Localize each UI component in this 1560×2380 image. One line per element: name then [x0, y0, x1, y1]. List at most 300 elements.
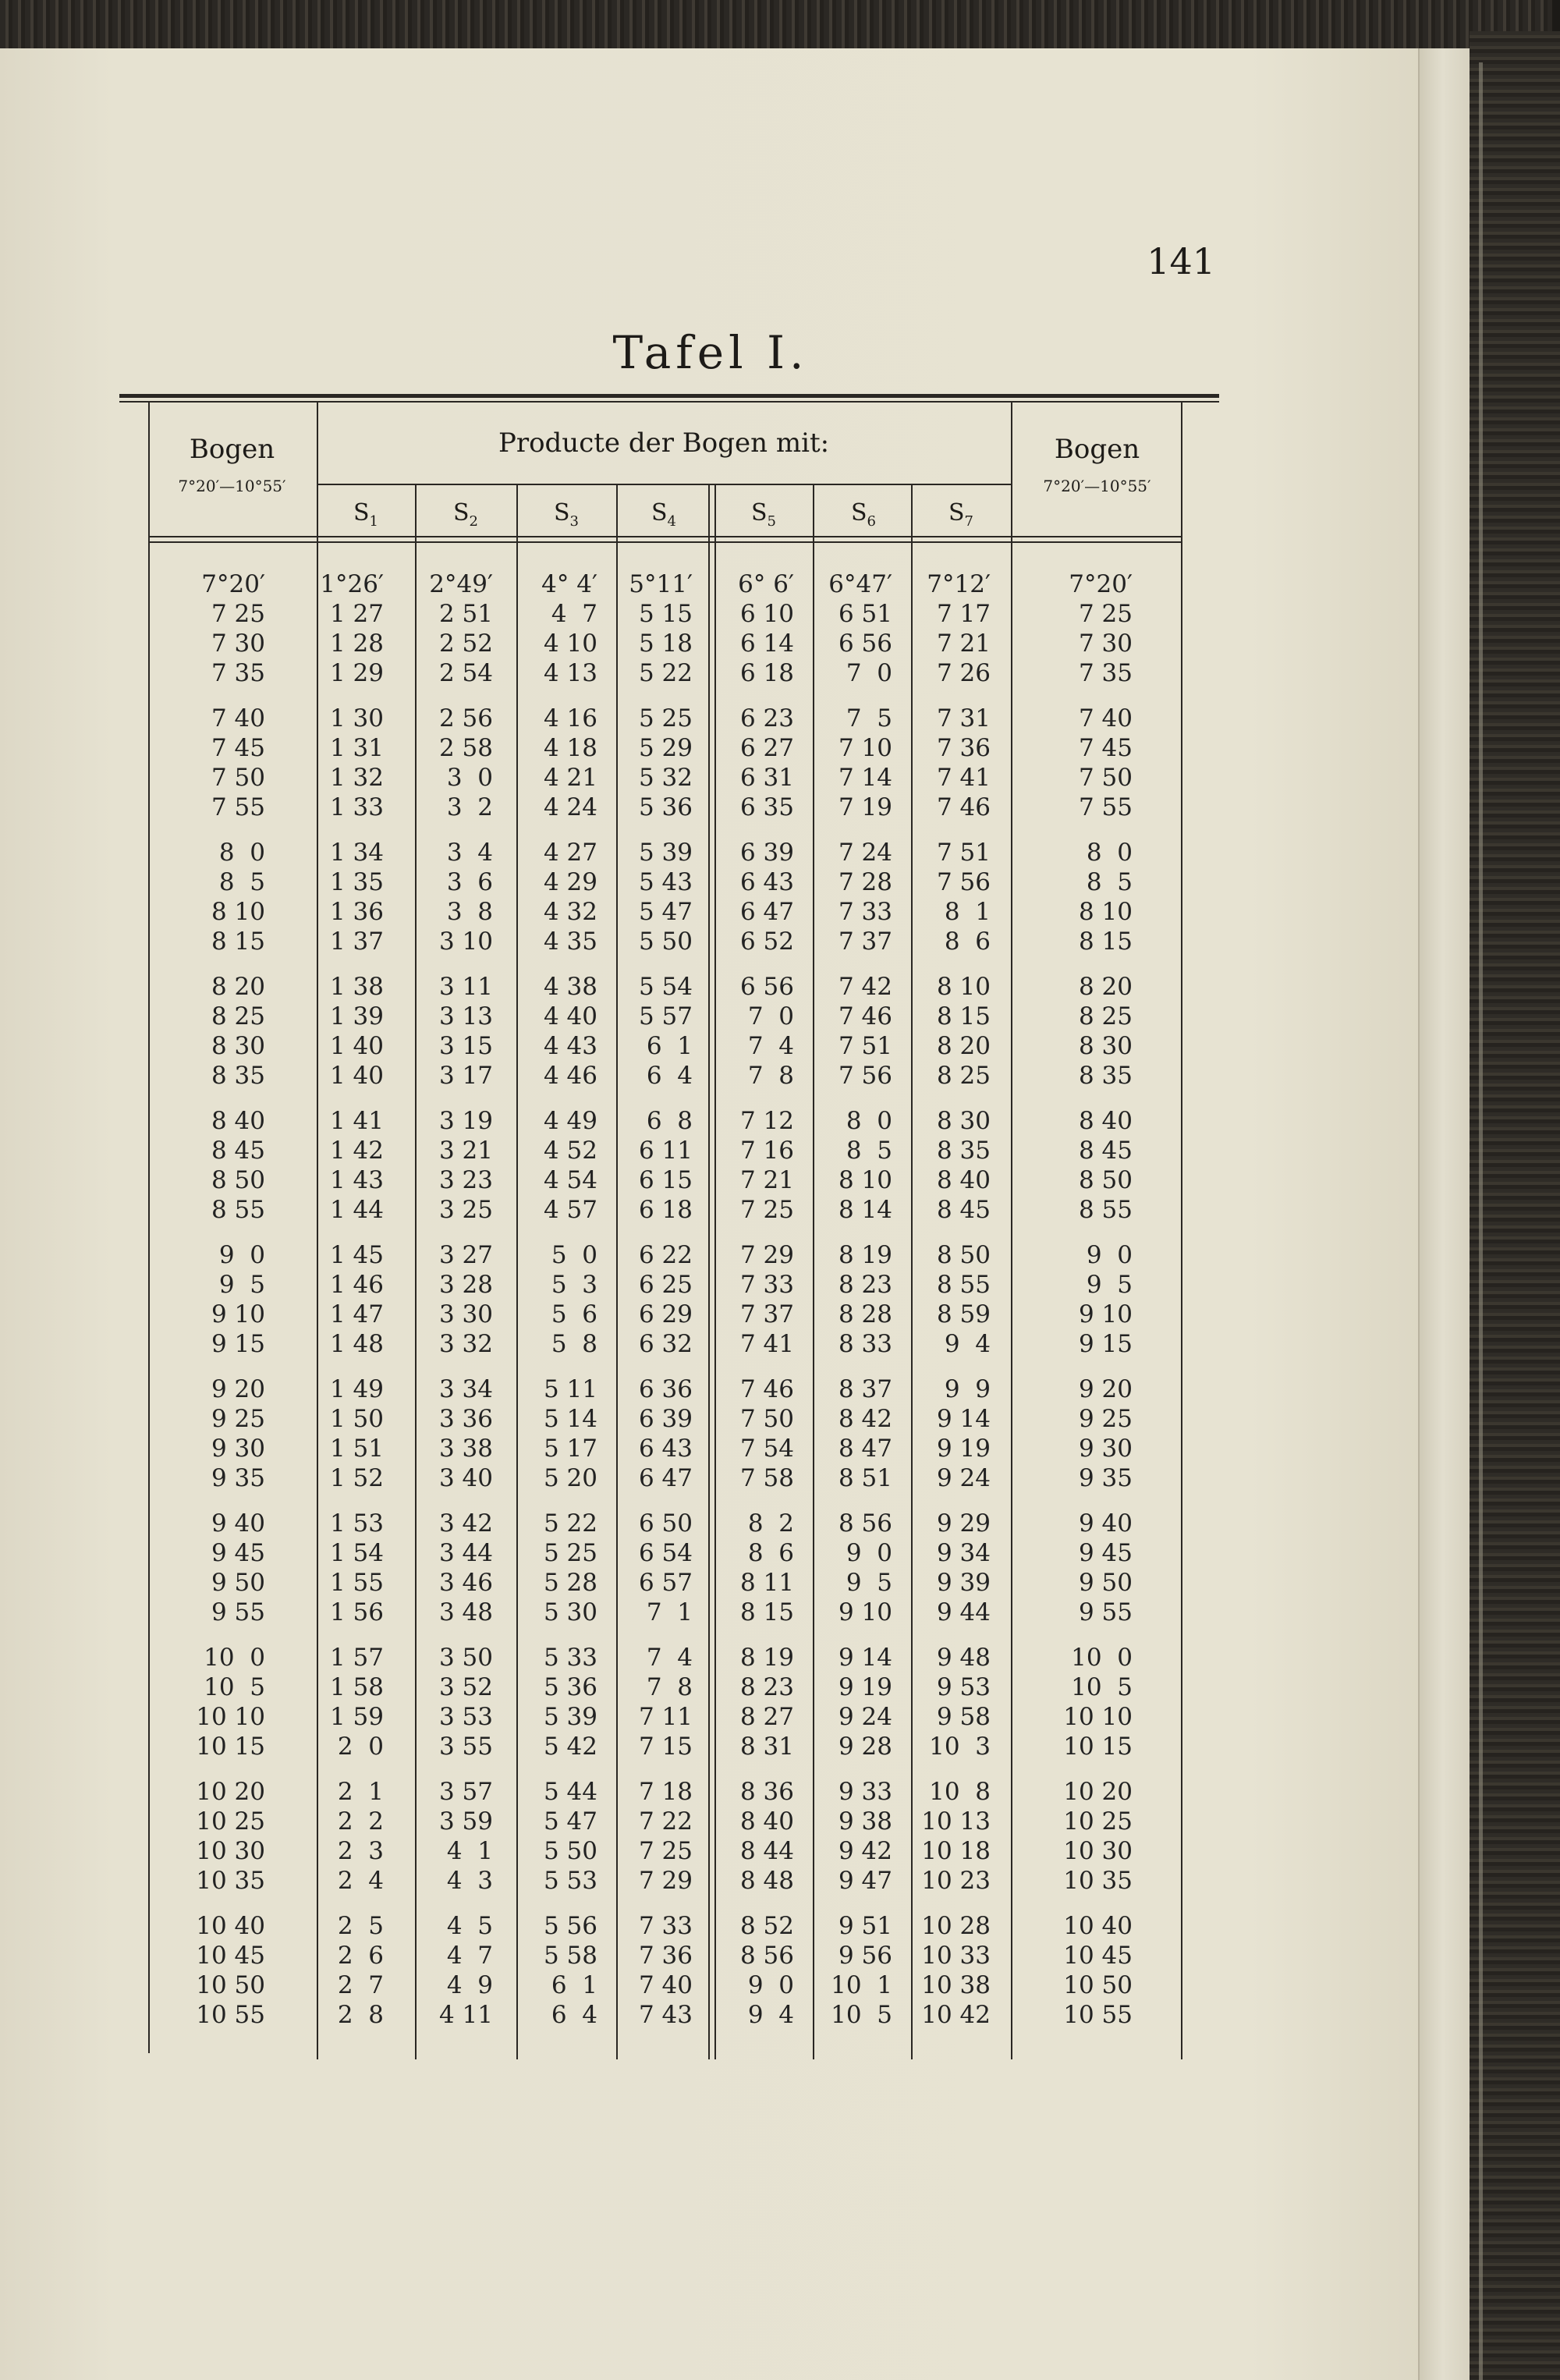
product-cell: 2°49′	[429, 570, 493, 598]
table-row	[0, 733, 1421, 763]
product-cell: 3 38	[438, 1435, 493, 1463]
arc-right-cell: 8 55	[1078, 1196, 1133, 1224]
product-cell: 8 40	[936, 1166, 991, 1194]
product-cell: 2 52	[438, 630, 493, 658]
product-cell: 9 14	[936, 1405, 991, 1433]
book-cover-edge	[1470, 31, 1560, 2380]
arc-right-cell: 10 20	[1063, 1778, 1133, 1806]
product-cell: 5 47	[638, 898, 693, 926]
product-cell: 8 25	[936, 1062, 991, 1090]
product-cell: 1 41	[329, 1107, 384, 1135]
arc-right-cell: 8 20	[1078, 973, 1133, 1001]
table-row	[0, 1568, 1421, 1598]
product-cell: 8 45	[936, 1196, 991, 1224]
product-cell: 4 52	[543, 1137, 597, 1165]
product-cell: 5 15	[638, 600, 693, 628]
arc-left-cell: 10 20	[196, 1778, 265, 1806]
product-cell: 5 25	[543, 1539, 597, 1567]
product-cell: 2 3	[337, 1837, 384, 1865]
column-header-subscript: 4	[667, 513, 676, 530]
arc-left-cell: 10 25	[196, 1807, 265, 1836]
product-cell: 2 7	[337, 1971, 384, 1999]
product-cell: 10 5	[831, 2001, 892, 2029]
product-cell: 7 1	[646, 1598, 693, 1626]
table-row	[0, 1374, 1421, 1404]
product-cell: 1 29	[329, 659, 384, 687]
product-cell: 4 18	[543, 734, 597, 762]
arc-left-cell: 9 35	[211, 1464, 265, 1492]
row-group	[0, 1240, 1421, 1359]
table-row	[0, 1836, 1421, 1866]
arc-left-cell: 8 45	[211, 1137, 265, 1165]
product-cell: 9 4	[944, 1330, 991, 1358]
product-cell: 3 48	[438, 1598, 493, 1626]
product-cell: 9 0	[747, 1971, 794, 1999]
product-cell: 2 0	[337, 1733, 384, 1761]
product-cell: 5 39	[638, 839, 693, 867]
product-cell: 7°12′	[927, 570, 991, 598]
right-heading: Bogen	[1054, 434, 1140, 465]
product-cell: 1 42	[329, 1137, 384, 1165]
table-row	[0, 1643, 1421, 1672]
product-cell: 7 21	[739, 1166, 794, 1194]
product-cell: 8 33	[838, 1330, 892, 1358]
table-row	[0, 599, 1421, 629]
column-header-s5	[711, 499, 816, 530]
product-cell: 6 23	[739, 704, 794, 732]
product-cell: 7 0	[846, 659, 892, 687]
product-cell: 8 6	[944, 928, 991, 956]
product-cell: 2 58	[438, 734, 493, 762]
product-cell: 1 58	[329, 1673, 384, 1701]
product-cell: 3 25	[438, 1196, 493, 1224]
product-cell: 5°11′	[629, 570, 693, 598]
arc-left-cell: 7 30	[211, 630, 265, 658]
product-cell: 8 20	[936, 1032, 991, 1060]
product-cell: 7 11	[638, 1703, 693, 1731]
product-cell: 4 10	[543, 630, 597, 658]
product-cell: 6 1	[646, 1032, 693, 1060]
product-cell: 8 36	[739, 1778, 794, 1806]
product-cell: 4 32	[543, 898, 597, 926]
product-cell: 7 36	[936, 734, 991, 762]
product-cell: 9 5	[846, 1569, 892, 1597]
product-cell: 6 47	[739, 898, 794, 926]
product-cell: 3 50	[438, 1644, 493, 1672]
product-cell: 5 17	[543, 1435, 597, 1463]
product-cell: 7 24	[838, 839, 892, 867]
product-cell: 8 23	[838, 1271, 892, 1299]
arc-left-cell: 8 5	[218, 868, 265, 896]
product-cell: 7 26	[936, 659, 991, 687]
table-row	[0, 1777, 1421, 1807]
arc-left-cell: 9 55	[211, 1598, 265, 1626]
product-cell: 10 8	[929, 1778, 991, 1806]
product-cell: 9 42	[838, 1837, 892, 1865]
product-cell: 8 48	[739, 1867, 794, 1895]
arc-right-cell: 8 40	[1078, 1107, 1133, 1135]
table-row	[0, 1031, 1421, 1061]
product-cell: 9 4	[747, 2001, 794, 2029]
arc-right-cell: 8 0	[1086, 839, 1133, 867]
product-cell: 5 50	[638, 928, 693, 956]
arc-left-cell: 10 40	[196, 1912, 265, 1940]
product-cell: 7 31	[936, 704, 991, 732]
table-row	[0, 1598, 1421, 1627]
product-cell: 5 3	[551, 1271, 597, 1299]
product-cell: 3 57	[438, 1778, 493, 1806]
product-cell: 4 29	[543, 868, 597, 896]
column-header-letter: S	[553, 499, 570, 527]
product-cell: 7 19	[838, 793, 892, 821]
arc-right-cell: 10 35	[1063, 1867, 1133, 1895]
product-cell: 8 15	[739, 1598, 794, 1626]
table-top-rule-thin	[119, 401, 1219, 403]
product-cell: 3 4	[446, 839, 493, 867]
arc-right-cell: 7 30	[1078, 630, 1133, 658]
product-cell: 8 42	[838, 1405, 892, 1433]
product-cell: 9 33	[838, 1778, 892, 1806]
arc-right-cell: 7 25	[1078, 600, 1133, 628]
product-cell: 9 58	[936, 1703, 991, 1731]
product-cell: 5 58	[543, 1942, 597, 1970]
product-cell: 10 42	[921, 2001, 991, 2029]
product-cell: 7 10	[838, 734, 892, 762]
product-cell: 5 50	[543, 1837, 597, 1865]
arc-right-cell: 8 45	[1078, 1137, 1133, 1165]
table-row	[0, 1061, 1421, 1091]
product-cell: 7 8	[747, 1062, 794, 1090]
arc-left-cell: 8 15	[211, 928, 265, 956]
product-cell: 6 56	[739, 973, 794, 1001]
arc-right-cell: 7 55	[1078, 793, 1133, 821]
arc-left-cell: 10 55	[196, 2001, 265, 2029]
product-cell: 7 41	[739, 1330, 794, 1358]
product-cell: 10 33	[921, 1942, 991, 1970]
product-cell: 5 14	[543, 1405, 597, 1433]
product-cell: 1 40	[329, 1032, 384, 1060]
column-header-letter: S	[452, 499, 470, 527]
product-cell: 4 11	[438, 2001, 493, 2029]
row-group	[0, 704, 1421, 822]
arc-left-cell: 7 40	[211, 704, 265, 732]
product-cell: 1 52	[329, 1464, 384, 1492]
arc-left-cell: 9 0	[218, 1241, 265, 1269]
product-cell: 8 0	[846, 1107, 892, 1135]
product-cell: 5 11	[543, 1375, 597, 1403]
product-cell: 5 18	[638, 630, 693, 658]
product-cell: 1 44	[329, 1196, 384, 1224]
product-cell: 10 3	[929, 1733, 991, 1761]
product-cell: 6 50	[638, 1509, 693, 1538]
product-cell: 5 56	[543, 1912, 597, 1940]
header-subdivider-rule	[317, 484, 1011, 485]
product-cell: 4 7	[551, 600, 597, 628]
arc-left-cell: 8 10	[211, 898, 265, 926]
product-cell: 7 46	[739, 1375, 794, 1403]
product-cell: 7 22	[638, 1807, 693, 1836]
product-cell: 8 35	[936, 1137, 991, 1165]
table-row	[0, 629, 1421, 658]
product-cell: 8 19	[739, 1644, 794, 1672]
column-header-subscript: 6	[867, 513, 876, 530]
table-row	[0, 704, 1421, 733]
product-cell: 4 38	[543, 973, 597, 1001]
product-cell: 9 51	[838, 1912, 892, 1940]
product-cell: 5 44	[543, 1778, 597, 1806]
product-cell: 3 11	[438, 973, 493, 1001]
arc-right-cell: 9 15	[1078, 1330, 1133, 1358]
product-cell: 1 43	[329, 1166, 384, 1194]
product-cell: 3 36	[438, 1405, 493, 1433]
product-cell: 8 44	[739, 1837, 794, 1865]
product-cell: 1 37	[329, 928, 384, 956]
product-cell: 3 2	[446, 793, 493, 821]
product-cell: 9 24	[838, 1703, 892, 1731]
column-header-s2	[415, 499, 516, 530]
product-cell: 7 37	[838, 928, 892, 956]
product-cell: 9 38	[838, 1807, 892, 1836]
column-header-subscript: 1	[369, 513, 378, 530]
product-cell: 6 54	[638, 1539, 693, 1567]
table-title: Tafel I.	[612, 326, 809, 379]
row-group	[0, 1509, 1421, 1627]
arc-right-cell: 7 45	[1078, 734, 1133, 762]
table-row	[0, 793, 1421, 822]
product-cell: 6 15	[638, 1166, 693, 1194]
product-cell: 6 35	[739, 793, 794, 821]
arc-left-cell: 8 55	[211, 1196, 265, 1224]
arc-right-cell: 9 40	[1078, 1509, 1133, 1538]
arc-right-cell: 9 5	[1086, 1271, 1133, 1299]
product-cell: 1 55	[329, 1569, 384, 1597]
header-bottom-rule-2	[148, 541, 1182, 543]
column-header-letter: S	[651, 499, 668, 527]
product-cell: 4 16	[543, 704, 597, 732]
product-cell: 7 51	[838, 1032, 892, 1060]
arc-right-cell: 10 25	[1063, 1807, 1133, 1836]
product-cell: 4 5	[446, 1912, 493, 1940]
arc-right-cell: 7 50	[1078, 764, 1133, 792]
product-cell: 5 54	[638, 973, 693, 1001]
product-cell: 8 56	[739, 1942, 794, 1970]
product-cell: 1 57	[329, 1644, 384, 1672]
product-cell: 3 34	[438, 1375, 493, 1403]
column-header-s3	[516, 499, 616, 530]
product-cell: 7 50	[739, 1405, 794, 1433]
table-body	[0, 569, 1421, 2075]
column-header-letter: S	[750, 499, 768, 527]
product-cell: 5 20	[543, 1464, 597, 1492]
product-cell: 8 31	[739, 1733, 794, 1761]
arc-right-cell: 9 10	[1078, 1300, 1133, 1328]
table-row	[0, 1538, 1421, 1568]
product-cell: 5 36	[543, 1673, 597, 1701]
product-cell: 7 33	[838, 898, 892, 926]
product-cell: 8 28	[838, 1300, 892, 1328]
product-cell: 6 43	[739, 868, 794, 896]
arc-right-cell: 7 40	[1078, 704, 1133, 732]
product-cell: 9 28	[838, 1733, 892, 1761]
product-cell: 1 35	[329, 868, 384, 896]
product-cell: 3 59	[438, 1807, 493, 1836]
column-header-letter: S	[353, 499, 370, 527]
arc-right-cell: 9 55	[1078, 1598, 1133, 1626]
product-cell: 4° 4′	[541, 570, 597, 598]
table-row	[0, 1165, 1421, 1195]
product-cell: 6 39	[739, 839, 794, 867]
product-cell: 1 54	[329, 1539, 384, 1567]
product-cell: 10 18	[921, 1837, 991, 1865]
row-group	[0, 1106, 1421, 1225]
product-cell: 1 33	[329, 793, 384, 821]
product-cell: 10 23	[921, 1867, 991, 1895]
arc-right-cell: 10 55	[1063, 2001, 1133, 2029]
product-cell: 8 47	[838, 1435, 892, 1463]
arc-left-cell: 8 0	[218, 839, 265, 867]
arc-left-cell: 9 30	[211, 1435, 265, 1463]
arc-left-cell: 10 35	[196, 1867, 265, 1895]
product-cell: 3 27	[438, 1241, 493, 1269]
product-cell: 2 2	[337, 1807, 384, 1836]
product-cell: 3 28	[438, 1271, 493, 1299]
product-cell: 8 37	[838, 1375, 892, 1403]
product-cell: 8 1	[944, 898, 991, 926]
arc-left-cell: 8 50	[211, 1166, 265, 1194]
product-cell: 5 39	[543, 1703, 597, 1731]
arc-left-cell: 9 40	[211, 1509, 265, 1538]
product-cell: 1 45	[329, 1241, 384, 1269]
product-cell: 7 36	[638, 1942, 693, 1970]
product-cell: 7 37	[739, 1300, 794, 1328]
row-group	[0, 838, 1421, 956]
table-row	[0, 1672, 1421, 1702]
product-cell: 7 33	[739, 1271, 794, 1299]
arc-right-cell: 7 35	[1078, 659, 1133, 687]
arc-left-cell: 10 50	[196, 1971, 265, 1999]
product-cell: 4 9	[446, 1971, 493, 1999]
product-cell: 7 56	[936, 868, 991, 896]
product-cell: 5 22	[543, 1509, 597, 1538]
table-row	[0, 1002, 1421, 1031]
arc-left-cell: 8 30	[211, 1032, 265, 1060]
arc-right-cell: 9 25	[1078, 1405, 1133, 1433]
product-cell: 7 18	[638, 1778, 693, 1806]
product-cell: 7 41	[936, 764, 991, 792]
table-row	[0, 1329, 1421, 1359]
product-cell: 5 33	[543, 1644, 597, 1672]
product-cell: 8 50	[936, 1241, 991, 1269]
table-row	[0, 1434, 1421, 1463]
product-cell: 9 10	[838, 1598, 892, 1626]
table-row	[0, 1300, 1421, 1329]
product-cell: 8 52	[739, 1912, 794, 1940]
product-cell: 8 55	[936, 1271, 991, 1299]
product-cell: 8 10	[936, 973, 991, 1001]
product-cell: 3 21	[438, 1137, 493, 1165]
product-cell: 7 5	[846, 704, 892, 732]
product-cell: 4 57	[543, 1196, 597, 1224]
arc-right-cell: 8 5	[1086, 868, 1133, 896]
product-cell: 5 30	[543, 1598, 597, 1626]
product-cell: 6° 6′	[738, 570, 794, 598]
product-cell: 5 6	[551, 1300, 597, 1328]
products-heading: Producte der Bogen mit:	[498, 427, 830, 459]
product-cell: 8 11	[739, 1569, 794, 1597]
product-cell: 6 10	[739, 600, 794, 628]
product-cell: 3 44	[438, 1539, 493, 1567]
product-cell: 1 30	[329, 704, 384, 732]
product-cell: 1 27	[329, 600, 384, 628]
product-cell: 3 10	[438, 928, 493, 956]
column-header-subscript: 7	[964, 513, 973, 530]
product-cell: 4 24	[543, 793, 597, 821]
row-group	[0, 1911, 1421, 2030]
arc-left-cell: 7 55	[211, 793, 265, 821]
product-cell: 7 33	[638, 1912, 693, 1940]
product-cell: 6 18	[739, 659, 794, 687]
arc-right-cell: 10 50	[1063, 1971, 1133, 1999]
product-cell: 5 22	[638, 659, 693, 687]
product-cell: 6 25	[638, 1271, 693, 1299]
table-row	[0, 867, 1421, 897]
arc-left-cell: 9 20	[211, 1375, 265, 1403]
product-cell: 5 8	[551, 1330, 597, 1358]
arc-right-cell: 9 50	[1078, 1569, 1133, 1597]
product-cell: 7 4	[747, 1032, 794, 1060]
product-cell: 1 51	[329, 1435, 384, 1463]
product-cell: 2 5	[337, 1912, 384, 1940]
product-cell: 2 1	[337, 1778, 384, 1806]
product-cell: 2 56	[438, 704, 493, 732]
product-cell: 1 47	[329, 1300, 384, 1328]
row-group	[0, 1643, 1421, 1761]
product-cell: 7 54	[739, 1435, 794, 1463]
product-cell: 6 4	[551, 2001, 597, 2029]
arc-right-cell: 8 50	[1078, 1166, 1133, 1194]
product-cell: 6 43	[638, 1435, 693, 1463]
product-cell: 4 54	[543, 1166, 597, 1194]
arc-left-cell: 7 25	[211, 600, 265, 628]
product-cell: 8 15	[936, 1002, 991, 1030]
product-cell: 7 4	[646, 1644, 693, 1672]
column-header-s7	[911, 499, 1011, 530]
arc-left-cell: 10 10	[196, 1703, 265, 1731]
arc-right-cell: 9 0	[1086, 1241, 1133, 1269]
product-cell: 1 36	[329, 898, 384, 926]
column-header-letter: S	[850, 499, 867, 527]
column-header-s4	[616, 499, 711, 530]
arc-right-cell: 8 25	[1078, 1002, 1133, 1030]
header-bottom-rule-1	[148, 536, 1182, 537]
product-cell: 8 23	[739, 1673, 794, 1701]
table-row	[0, 1106, 1421, 1136]
product-cell: 4 1	[446, 1837, 493, 1865]
arc-right-cell: 9 30	[1078, 1435, 1133, 1463]
product-cell: 5 32	[638, 764, 693, 792]
product-cell: 5 43	[638, 868, 693, 896]
arc-left-cell: 8 40	[211, 1107, 265, 1135]
product-cell: 4 49	[543, 1107, 597, 1135]
arc-right-cell: 9 20	[1078, 1375, 1133, 1403]
table-row	[0, 972, 1421, 1002]
table-row	[0, 1136, 1421, 1165]
product-cell: 9 44	[936, 1598, 991, 1626]
table-row	[0, 927, 1421, 956]
product-cell: 7 46	[838, 1002, 892, 1030]
table-row	[0, 1463, 1421, 1493]
arc-right-cell: 10 45	[1063, 1942, 1133, 1970]
